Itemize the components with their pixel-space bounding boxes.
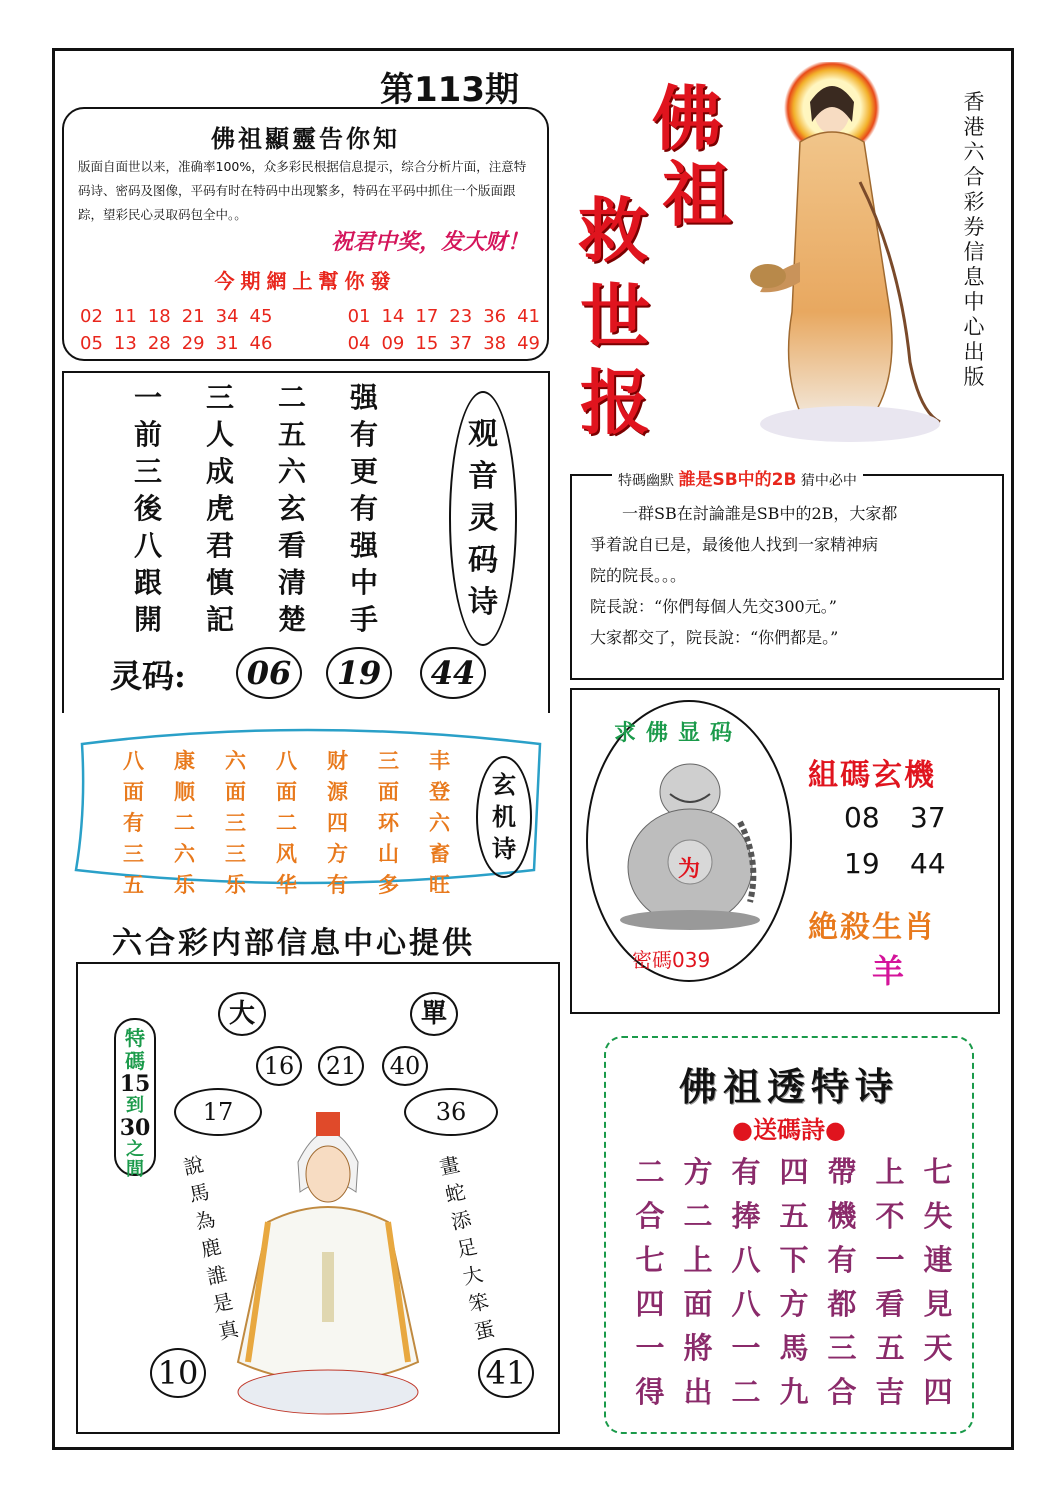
net-number: 49 bbox=[517, 333, 540, 354]
zuma-title: 組碼玄機 bbox=[808, 758, 936, 793]
net-number: 04 bbox=[347, 333, 371, 354]
notice-wish: 祝君中奖，发大财！ bbox=[330, 229, 529, 255]
poem-char: 開 bbox=[133, 603, 162, 636]
xuanji-char: 顺 bbox=[174, 779, 195, 804]
poem-char: 强 bbox=[349, 381, 378, 414]
te-poem-subtitle: ●送碼詩● bbox=[732, 1115, 846, 1144]
xuanji-char: 登 bbox=[429, 779, 450, 804]
te-poem-title: 佛祖透特诗 bbox=[678, 1064, 899, 1109]
poem-char: 三 bbox=[133, 455, 162, 488]
te-poem-char: 二 bbox=[635, 1155, 665, 1189]
poem-char: 虎 bbox=[205, 492, 234, 525]
big-circle: 大 bbox=[218, 992, 266, 1036]
xuanji-char: 源 bbox=[327, 779, 348, 804]
xuanji-char: 五 bbox=[123, 872, 144, 897]
net-number: 45 bbox=[249, 306, 273, 327]
notice-box bbox=[62, 107, 549, 361]
te-poem-char: 八 bbox=[731, 1243, 761, 1277]
odd-circle: 單 bbox=[410, 992, 458, 1036]
joke-line: 爭着說自已是，最後他人找到一家精神病 bbox=[590, 535, 879, 554]
te-poem-char: 七 bbox=[635, 1243, 665, 1277]
te-poem-char: 機 bbox=[827, 1199, 857, 1233]
jue-title: 絶殺生肖 bbox=[808, 910, 936, 945]
xuanji-oval-char: 玄 bbox=[492, 770, 516, 799]
joke-box bbox=[570, 470, 1004, 680]
zuma-code: 37 bbox=[910, 801, 946, 834]
number-oval: 36 bbox=[404, 1088, 498, 1136]
notice-body: 版面自面世以来，准确率100%，众多彩民根据信息提示，综合分析片面，注意特码诗、密码及图像，平码有时在特码中出现繁多，特码在平码中抓住一个版面跟踪，望彩民心灵取码包全中。。 bbox=[78, 159, 527, 222]
net-number: 09 bbox=[381, 333, 405, 354]
poem-char: 楚 bbox=[277, 603, 306, 636]
number-circle: 40 bbox=[382, 1046, 428, 1086]
net-number: 21 bbox=[181, 306, 205, 327]
buddha-box bbox=[570, 688, 1000, 1014]
tema-from: 15 bbox=[119, 1071, 151, 1097]
title-char: 救 bbox=[578, 189, 648, 272]
xuanji-char: 三 bbox=[378, 748, 399, 773]
lingma-number: 44 bbox=[420, 647, 486, 699]
title-char: 佛 bbox=[652, 77, 722, 160]
xuanji-oval-title bbox=[476, 756, 532, 878]
te-poem-char: 不 bbox=[875, 1199, 905, 1233]
te-poem-char: 五 bbox=[875, 1331, 905, 1365]
te-poem-char: 合 bbox=[827, 1375, 857, 1409]
te-poem-char: 五 bbox=[779, 1199, 809, 1233]
poem-char: 强 bbox=[349, 529, 378, 562]
xuanji-char: 风 bbox=[276, 841, 297, 866]
te-poem-char: 吉 bbox=[875, 1375, 905, 1409]
net-number: 15 bbox=[415, 333, 439, 354]
te-poem-char: 上 bbox=[875, 1155, 905, 1189]
xuanji-char: 八 bbox=[276, 748, 297, 773]
xuanji-char: 乐 bbox=[225, 872, 246, 897]
xuanji-grid bbox=[108, 746, 465, 899]
te-poem-char: 九 bbox=[779, 1375, 809, 1409]
lingma-number: 19 bbox=[326, 647, 392, 699]
zuma-codes bbox=[844, 795, 976, 887]
te-poem-char: 八 bbox=[731, 1287, 761, 1321]
te-poem-char: 一 bbox=[731, 1331, 761, 1365]
te-poem-char: 看 bbox=[875, 1287, 905, 1321]
xuanji-char: 二 bbox=[276, 810, 297, 835]
poem-char: 六 bbox=[277, 455, 306, 488]
net-number: 36 bbox=[483, 306, 507, 327]
poem-char: 跟 bbox=[133, 566, 162, 599]
xuanji-char: 旺 bbox=[429, 872, 450, 897]
issue-number: 第113期 bbox=[380, 70, 519, 110]
number-circle: 10 bbox=[150, 1348, 206, 1398]
number-circle: 16 bbox=[256, 1046, 302, 1086]
poem-oval-char: 诗 bbox=[468, 584, 498, 620]
poem-char: 看 bbox=[277, 529, 306, 562]
xuanji-char: 面 bbox=[123, 779, 144, 804]
joke-header-b: 誰是SB中的2B bbox=[678, 470, 797, 490]
poem-oval-char: 音 bbox=[468, 458, 498, 494]
poem-char: 清 bbox=[277, 566, 306, 599]
right-phrase: 畫蛇添足大笨蛋 bbox=[437, 1152, 497, 1344]
xuanji-char: 有 bbox=[327, 872, 348, 897]
net-number: 34 bbox=[215, 306, 239, 327]
xuanji-char: 面 bbox=[225, 779, 246, 804]
poem-box bbox=[62, 371, 550, 713]
xuanji-oval-char: 诗 bbox=[492, 834, 516, 863]
zuma-code: 19 bbox=[844, 847, 880, 880]
xuanji-char: 二 bbox=[174, 810, 195, 835]
te-poem-char: 下 bbox=[779, 1243, 809, 1277]
poem-char: 更 bbox=[349, 455, 378, 488]
xuanji-char: 六 bbox=[429, 810, 450, 835]
xuanji-char: 面 bbox=[276, 779, 297, 804]
xuanji-char: 环 bbox=[378, 810, 399, 835]
net-numbers bbox=[80, 303, 540, 357]
te-poem-char: 二 bbox=[731, 1375, 761, 1409]
provider-text: 六合彩内部信息中心提供 bbox=[112, 926, 475, 961]
poem-char: 人 bbox=[205, 418, 234, 451]
xuanji-oval-char: 机 bbox=[492, 802, 516, 831]
xuanji-char: 四 bbox=[327, 810, 348, 835]
net-number: 17 bbox=[415, 306, 439, 327]
te-poem-char: 四 bbox=[779, 1155, 809, 1189]
laughing-buddha-image bbox=[610, 752, 770, 932]
xuanji-char: 多 bbox=[378, 872, 399, 897]
tema-to: 30 bbox=[119, 1115, 151, 1141]
net-number: 01 bbox=[347, 306, 371, 327]
guanyin-standing-image bbox=[740, 62, 948, 444]
xuanji-char: 畜 bbox=[429, 841, 450, 866]
te-poem-char: 馬 bbox=[779, 1331, 809, 1365]
poem-char: 有 bbox=[349, 418, 378, 451]
poem-char: 慎 bbox=[205, 566, 234, 599]
te-poem-char: 失 bbox=[923, 1199, 953, 1233]
net-number: 41 bbox=[517, 306, 540, 327]
number-circle: 41 bbox=[478, 1348, 534, 1398]
poem-char: 一 bbox=[133, 381, 162, 414]
jue-zodiac: 羊 bbox=[872, 952, 905, 990]
number-circle: 21 bbox=[318, 1046, 364, 1086]
buddha-arc-text: 求佛显码 bbox=[614, 720, 743, 746]
xuanji-char: 三 bbox=[123, 841, 144, 866]
poem-char: 成 bbox=[205, 455, 234, 488]
xuanji-char: 丰 bbox=[429, 748, 450, 773]
joke-header-c: 猜中必中 bbox=[800, 473, 857, 489]
joke-line: 大家都交了，院長說：“你們都是。” bbox=[590, 628, 839, 647]
te-poem-char: 天 bbox=[923, 1331, 953, 1365]
tema-char: 到 bbox=[126, 1095, 144, 1116]
net-number: 38 bbox=[483, 333, 507, 354]
publisher-side-text: 香港六合彩券信息中心出版 bbox=[963, 90, 985, 389]
xuanji-char: 华 bbox=[276, 872, 297, 897]
lingma-number: 06 bbox=[236, 647, 302, 699]
net-number: 13 bbox=[113, 333, 137, 354]
xuanji-char: 乐 bbox=[174, 872, 195, 897]
te-poem-char: 出 bbox=[683, 1375, 713, 1409]
net-number: 28 bbox=[147, 333, 171, 354]
xuanji-char: 方 bbox=[327, 841, 348, 866]
te-poem-box bbox=[604, 1036, 974, 1434]
buddha-oval bbox=[586, 700, 792, 982]
te-poem-char: 二 bbox=[683, 1199, 713, 1233]
xuanji-char: 面 bbox=[378, 779, 399, 804]
te-poem-grid bbox=[626, 1152, 962, 1412]
tema-range-badge bbox=[114, 1018, 156, 1180]
poem-char: 二 bbox=[277, 381, 306, 414]
buddha-center-char: 为 bbox=[678, 856, 701, 882]
te-poem-char: 連 bbox=[923, 1243, 953, 1277]
te-poem-char: 七 bbox=[923, 1155, 953, 1189]
te-poem-char: 捧 bbox=[731, 1199, 761, 1233]
te-poem-char: 上 bbox=[683, 1243, 713, 1277]
joke-line: 一群SB在討論誰是SB中的2B，大家都 bbox=[622, 504, 898, 523]
net-number: 46 bbox=[249, 333, 273, 354]
te-poem-char: 合 bbox=[635, 1199, 665, 1233]
poem-grid bbox=[112, 383, 400, 635]
net-number: 31 bbox=[215, 333, 239, 354]
xuanji-char: 财 bbox=[327, 748, 348, 773]
te-poem-char: 面 bbox=[683, 1287, 713, 1321]
net-number: 18 bbox=[147, 306, 171, 327]
xuanji-char: 六 bbox=[174, 841, 195, 866]
te-poem-char: 將 bbox=[683, 1331, 713, 1365]
zuma-code: 08 bbox=[844, 801, 880, 834]
te-poem-char: 一 bbox=[875, 1243, 905, 1277]
poem-char: 君 bbox=[205, 529, 234, 562]
xuanji-char: 六 bbox=[225, 748, 246, 773]
joke-line: 院的院長。。。 bbox=[590, 566, 687, 585]
poem-oval-char: 灵 bbox=[468, 500, 498, 536]
te-poem-char: 有 bbox=[827, 1243, 857, 1277]
joke-header bbox=[612, 465, 863, 490]
poem-oval-char: 码 bbox=[468, 542, 498, 578]
poem-char: 玄 bbox=[277, 492, 306, 525]
xuanji-char: 三 bbox=[225, 810, 246, 835]
xuanji-char: 三 bbox=[225, 841, 246, 866]
poem-char: 記 bbox=[205, 603, 234, 636]
number-oval: 17 bbox=[174, 1088, 262, 1136]
xuanji-char: 山 bbox=[378, 841, 399, 866]
net-title: 今期網上幫你發 bbox=[214, 269, 397, 293]
title-char: 报 bbox=[580, 361, 650, 444]
te-poem-char: 方 bbox=[683, 1155, 713, 1189]
left-phrase: 說馬為鹿誰是真 bbox=[181, 1152, 241, 1344]
te-poem-char: 得 bbox=[635, 1375, 665, 1409]
net-number: 02 bbox=[80, 306, 103, 327]
net-number: 23 bbox=[449, 306, 473, 327]
joke-body bbox=[590, 498, 990, 653]
te-poem-char: 四 bbox=[923, 1375, 953, 1409]
te-poem-char: 一 bbox=[635, 1331, 665, 1365]
te-poem-char: 都 bbox=[827, 1287, 857, 1321]
net-number: 11 bbox=[113, 306, 137, 327]
joke-header-a: 特碼幽默 bbox=[618, 473, 674, 489]
te-poem-char: 三 bbox=[827, 1331, 857, 1365]
net-number: 29 bbox=[181, 333, 205, 354]
guanyin-seated-image bbox=[228, 1102, 428, 1424]
lingma-label: 灵码: bbox=[110, 657, 186, 695]
poem-oval-title bbox=[449, 391, 517, 646]
net-number: 14 bbox=[381, 306, 405, 327]
te-poem-char: 有 bbox=[731, 1155, 761, 1189]
poem-char: 八 bbox=[133, 529, 162, 562]
xuanji-char: 康 bbox=[174, 748, 195, 773]
xuanji-char: 有 bbox=[123, 810, 144, 835]
poem-char: 三 bbox=[205, 381, 234, 414]
poem-char: 手 bbox=[349, 603, 378, 636]
te-poem-char: 方 bbox=[779, 1287, 809, 1321]
zuma-code: 44 bbox=[910, 847, 946, 880]
tema-char: 特 bbox=[125, 1026, 145, 1050]
xuanji-box bbox=[64, 720, 548, 900]
net-number: 37 bbox=[449, 333, 473, 354]
tema-char: 間 bbox=[126, 1159, 144, 1180]
te-poem-char: 見 bbox=[923, 1287, 953, 1321]
net-number: 05 bbox=[80, 333, 103, 354]
title-char: 世 bbox=[580, 275, 650, 358]
notice-title: 佛祖顯靈告你知 bbox=[211, 124, 400, 153]
title-char: 祖 bbox=[662, 153, 732, 236]
tema-char: 之 bbox=[126, 1139, 144, 1160]
secret-code: 密碼039 bbox=[632, 948, 711, 972]
poem-char: 有 bbox=[349, 492, 378, 525]
xuanji-char: 八 bbox=[123, 748, 144, 773]
joke-line: 院長說：“你們每個人先交300元。” bbox=[590, 597, 837, 616]
poem-char: 前 bbox=[133, 418, 162, 451]
guanyin-seated-box bbox=[76, 962, 560, 1434]
te-poem-char: 四 bbox=[635, 1287, 665, 1321]
poem-char: 五 bbox=[277, 418, 306, 451]
tema-char: 碼 bbox=[125, 1049, 145, 1073]
te-poem-char: 帶 bbox=[827, 1155, 857, 1189]
poem-oval-char: 观 bbox=[468, 416, 498, 452]
poem-char: 後 bbox=[133, 492, 162, 525]
poem-char: 中 bbox=[349, 566, 378, 599]
